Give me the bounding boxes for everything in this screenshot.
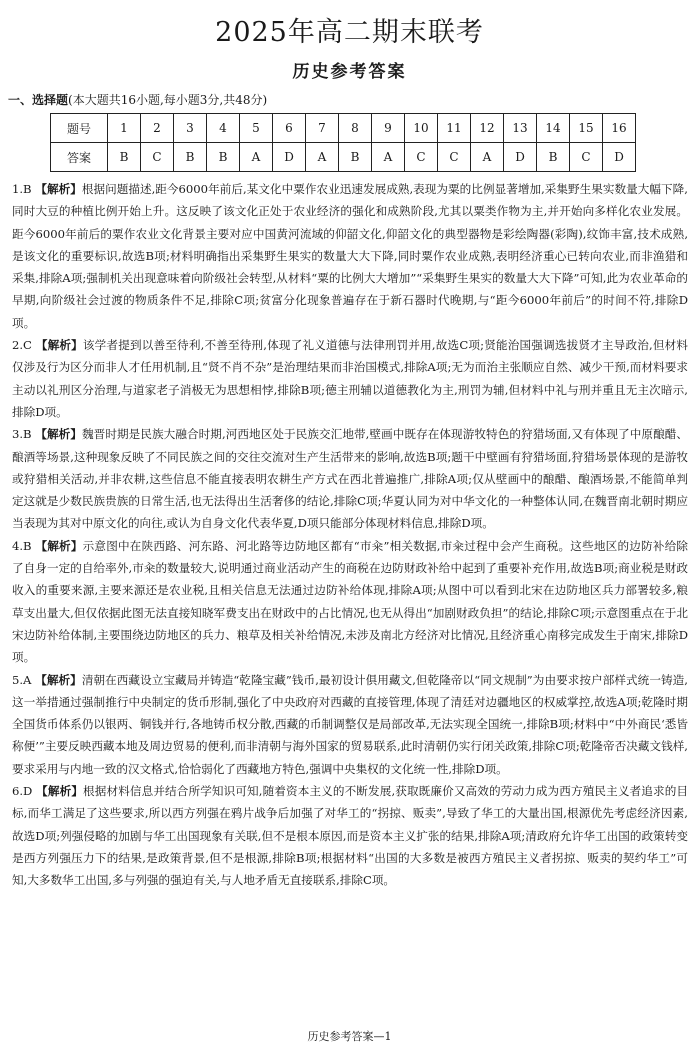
explanation-item [12,334,688,423]
page-title: 2025年高二期末联考 [215,17,484,48]
question-number: 6 [273,114,306,143]
item-tag: 【解析】 [35,672,82,687]
item-number: 2.C [12,338,32,353]
item-tag: 【解析】 [35,538,83,553]
answer-cell: C [405,143,438,172]
item-text: 根据材料信息并结合所学知识可知,随着资本主义的不断发展,获取既廉价又高效的劳动力成为西方殖民主义者追求的目标,而华工满足了这些要求,所以西方列强在鸦片战争后加强了对华工的“拐掠、贩卖”,导致了华工的大量出国,根源优先考虑经济因素,故选D项;列强侵略的加剧与华工出国现象有关联,但不是根本原因,而是资本主义扩张的结果,排除A项;清政府允许华工出国的政策转变是西方列强压力下的结果,是政策背景,但不是根源,排除B项;根据材料“出国的大多数是被西方殖民主义者拐掠、贩卖的契约华工”可知,大多数华工出国,多与列强的强迫有关,与人地矛盾无直接联系,排除C项。 [12,784,689,888]
question-number: 3 [174,114,207,143]
answer-table-number-row [51,114,636,143]
question-number: 15 [570,114,603,143]
answer-cell: A [372,143,405,172]
answer-cell: D [504,143,537,172]
question-number: 7 [306,114,339,143]
item-text: 该学者提到以善至待利,不善至待刑,体现了礼义道德与法律刑罚并用,故选C项;贤能治国强调选拔贤才主导政治,但材料仅涉及行为区分而非人才任用机制,且“贤不肖不杂”是治理结果而非治国模式,排除A项;无为而治主张顺应自然、减少干预,而材料要求主动以礼刑区分治理,与道家老子消极无为思想相悖,排除B项;德主刑辅以道德教化为主,刑罚为辅,但材料中礼与刑并重且无主次暗示,排除D项。 [12,338,688,419]
answer-cell: B [108,143,141,172]
answer-cell: B [174,143,207,172]
question-number: 14 [537,114,570,143]
item-number: 3.B [12,427,32,442]
question-number: 4 [207,114,240,143]
section-heading [8,91,267,108]
item-tag: 【解析】 [35,338,83,353]
question-number: 2 [141,114,174,143]
question-number: 10 [405,114,438,143]
item-text: 清朝在西藏设立宝藏局并铸造“乾隆宝藏”钱币,最初设计俱用藏文,但乾隆帝以“同文规制”为由要求按户部样式统一铸造,这一举措通过强制推行中央制定的货币形制,强化了中央政府对西藏的直接管理,体现了清廷对边疆地区的权威掌控,故选A项;乾隆时期全国货币体系仍以银两、铜钱并行,各地铸币权分散,西藏的币制调整仅是局部改革,无法实现全国统一,排除B项;材料中“中外商民‘悉皆称便’”主要反映西藏本地及周边贸易的便利,而非清朝与海外国家的贸易联系,此时清朝仍实行闭关政策,排除C项;乾隆帝否决藏文钱样,要求采用与内地一致的汉文格式,恰恰弱化了西藏地方特色,强调中央集权的文化统一性,排除D项。 [12,672,688,776]
explanations [12,178,688,892]
question-number: 11 [438,114,471,143]
question-number: 13 [504,114,537,143]
explanation-item [12,780,688,891]
page-footer: 历史参考答案—1 [307,1030,392,1043]
explanation-item [12,669,688,780]
answer-cell: B [339,143,372,172]
question-number: 1 [108,114,141,143]
item-number: 5.A [12,672,32,687]
answer-table-answer-row [51,143,636,172]
row-label-number: 题号 [51,114,108,143]
answer-cell: C [438,143,471,172]
question-number: 9 [372,114,405,143]
answer-cell: A [471,143,504,172]
answer-cell: D [273,143,306,172]
question-number: 5 [240,114,273,143]
answer-cell: D [603,143,636,172]
page-subtitle: 历史参考答案 [292,62,407,82]
answer-cell: B [537,143,570,172]
answer-cell: C [570,143,603,172]
item-tag: 【解析】 [35,182,82,196]
answer-cell: A [306,143,339,172]
section-title: 一、选择题 [8,93,69,107]
answer-table [50,113,636,172]
answer-cell: C [141,143,174,172]
item-number: 1.B [12,182,32,196]
explanation-item [12,423,688,534]
item-number: 4.B [12,538,32,553]
item-number: 6.D [12,784,33,799]
question-number: 12 [471,114,504,143]
question-number: 16 [603,114,636,143]
row-label-answer: 答案 [51,143,108,172]
item-tag: 【解析】 [35,427,83,442]
item-text: 魏晋时期是民族大融合时期,河西地区处于民族交汇地带,壁画中既存在体现游牧特色的狩猎场面,又有体现了中原酿醋、酿酒等场景,这种现象反映了不同民族之间的交往交流对生产生活带来的影响,故选B项;题干中壁画有狩猎场面,狩猎场景体现的是游牧或狩猎相关活动,并非农耕,这些信息不能直接表明农耕生产方式在西北普遍推广,排除A项;仅从壁画中的酿醋、酿酒场景,不能简单判定这就是少数民族贵族的日常生活,也无法得出生活奢侈的结论,排除C项;华夏认同为对中华文化的一种整体认同,在魏晋南北朝时期应当表现为其对中原文化的向往,或认为自身文化代表华夏,D项只能部分体现材料信息,排除D项。 [12,427,688,531]
item-text: 示意图中在陕西路、河东路、河北路等边防地区都有“市籴”相关数据,市籴过程中会产生商税。这些地区的边防补给除了自身一定的自给率外,市籴的数量较大,说明通过商业活动产生的商税在边防财政补给中起到了重要补充作用,故选B项;商业税是财政收入的重要来源,主要来源还是农业税,且相关信息无法通过边防补给体现,排除A项;从图中可以看到北宋在边防地区兵力部署较多,粮草支出量大,但仅依据此图无法直接知晓军费支出在财政中的占比情况,也无从得出“加剧财政负担”的结论,排除C项;示意图重点在于北宋边防补给体制,主要围绕边防地区的兵力、粮草及相关补给情况,未涉及南北方经济对比情况,且经济重心南移完成发生于南宋,排除D项。 [12,538,688,665]
answer-cell: A [240,143,273,172]
question-number: 8 [339,114,372,143]
explanation-item [12,178,688,334]
answer-cell: B [207,143,240,172]
item-tag: 【解析】 [36,784,84,799]
explanation-item [12,535,688,669]
item-text: 根据问题描述,距今6000年前后,某文化中粟作农业迅速发展成熟,表现为粟的比例显著增加,采集野生果实数量大幅下降,同时大豆的种植比例开始上升。这反映了该文化正处于农业经济的强化和成熟阶段,尤其以粟类作物为主,并开始向多样化农业发展。距今6000年前后的粟作农业文化背景主要对应中国黄河流域的仰韶文化,仰韶文化的典型器物是彩绘陶器(彩陶),纹饰丰富,技术成熟,是该文化的重要标识,故选B项;材料明确指出采集野生果实的数量大大下降,同时粟作农业成熟,表明经济重心已转向农业,而非渔猎和采集,排除A项;强制机关出现意味着向阶级社会转型,从材料“粟的比例大大增加”“采集野生果实的数量大大下降”可知,此为农业革命的早期,向阶级社会过渡的物质条件不足,排除C项;贫富分化现象普遍存在于新石器时代晚期,与“距今6000年前后”的时间不符,排除D项。 [12,182,688,330]
section-note: (本大题共16小题,每小题3分,共48分) [68,93,268,107]
